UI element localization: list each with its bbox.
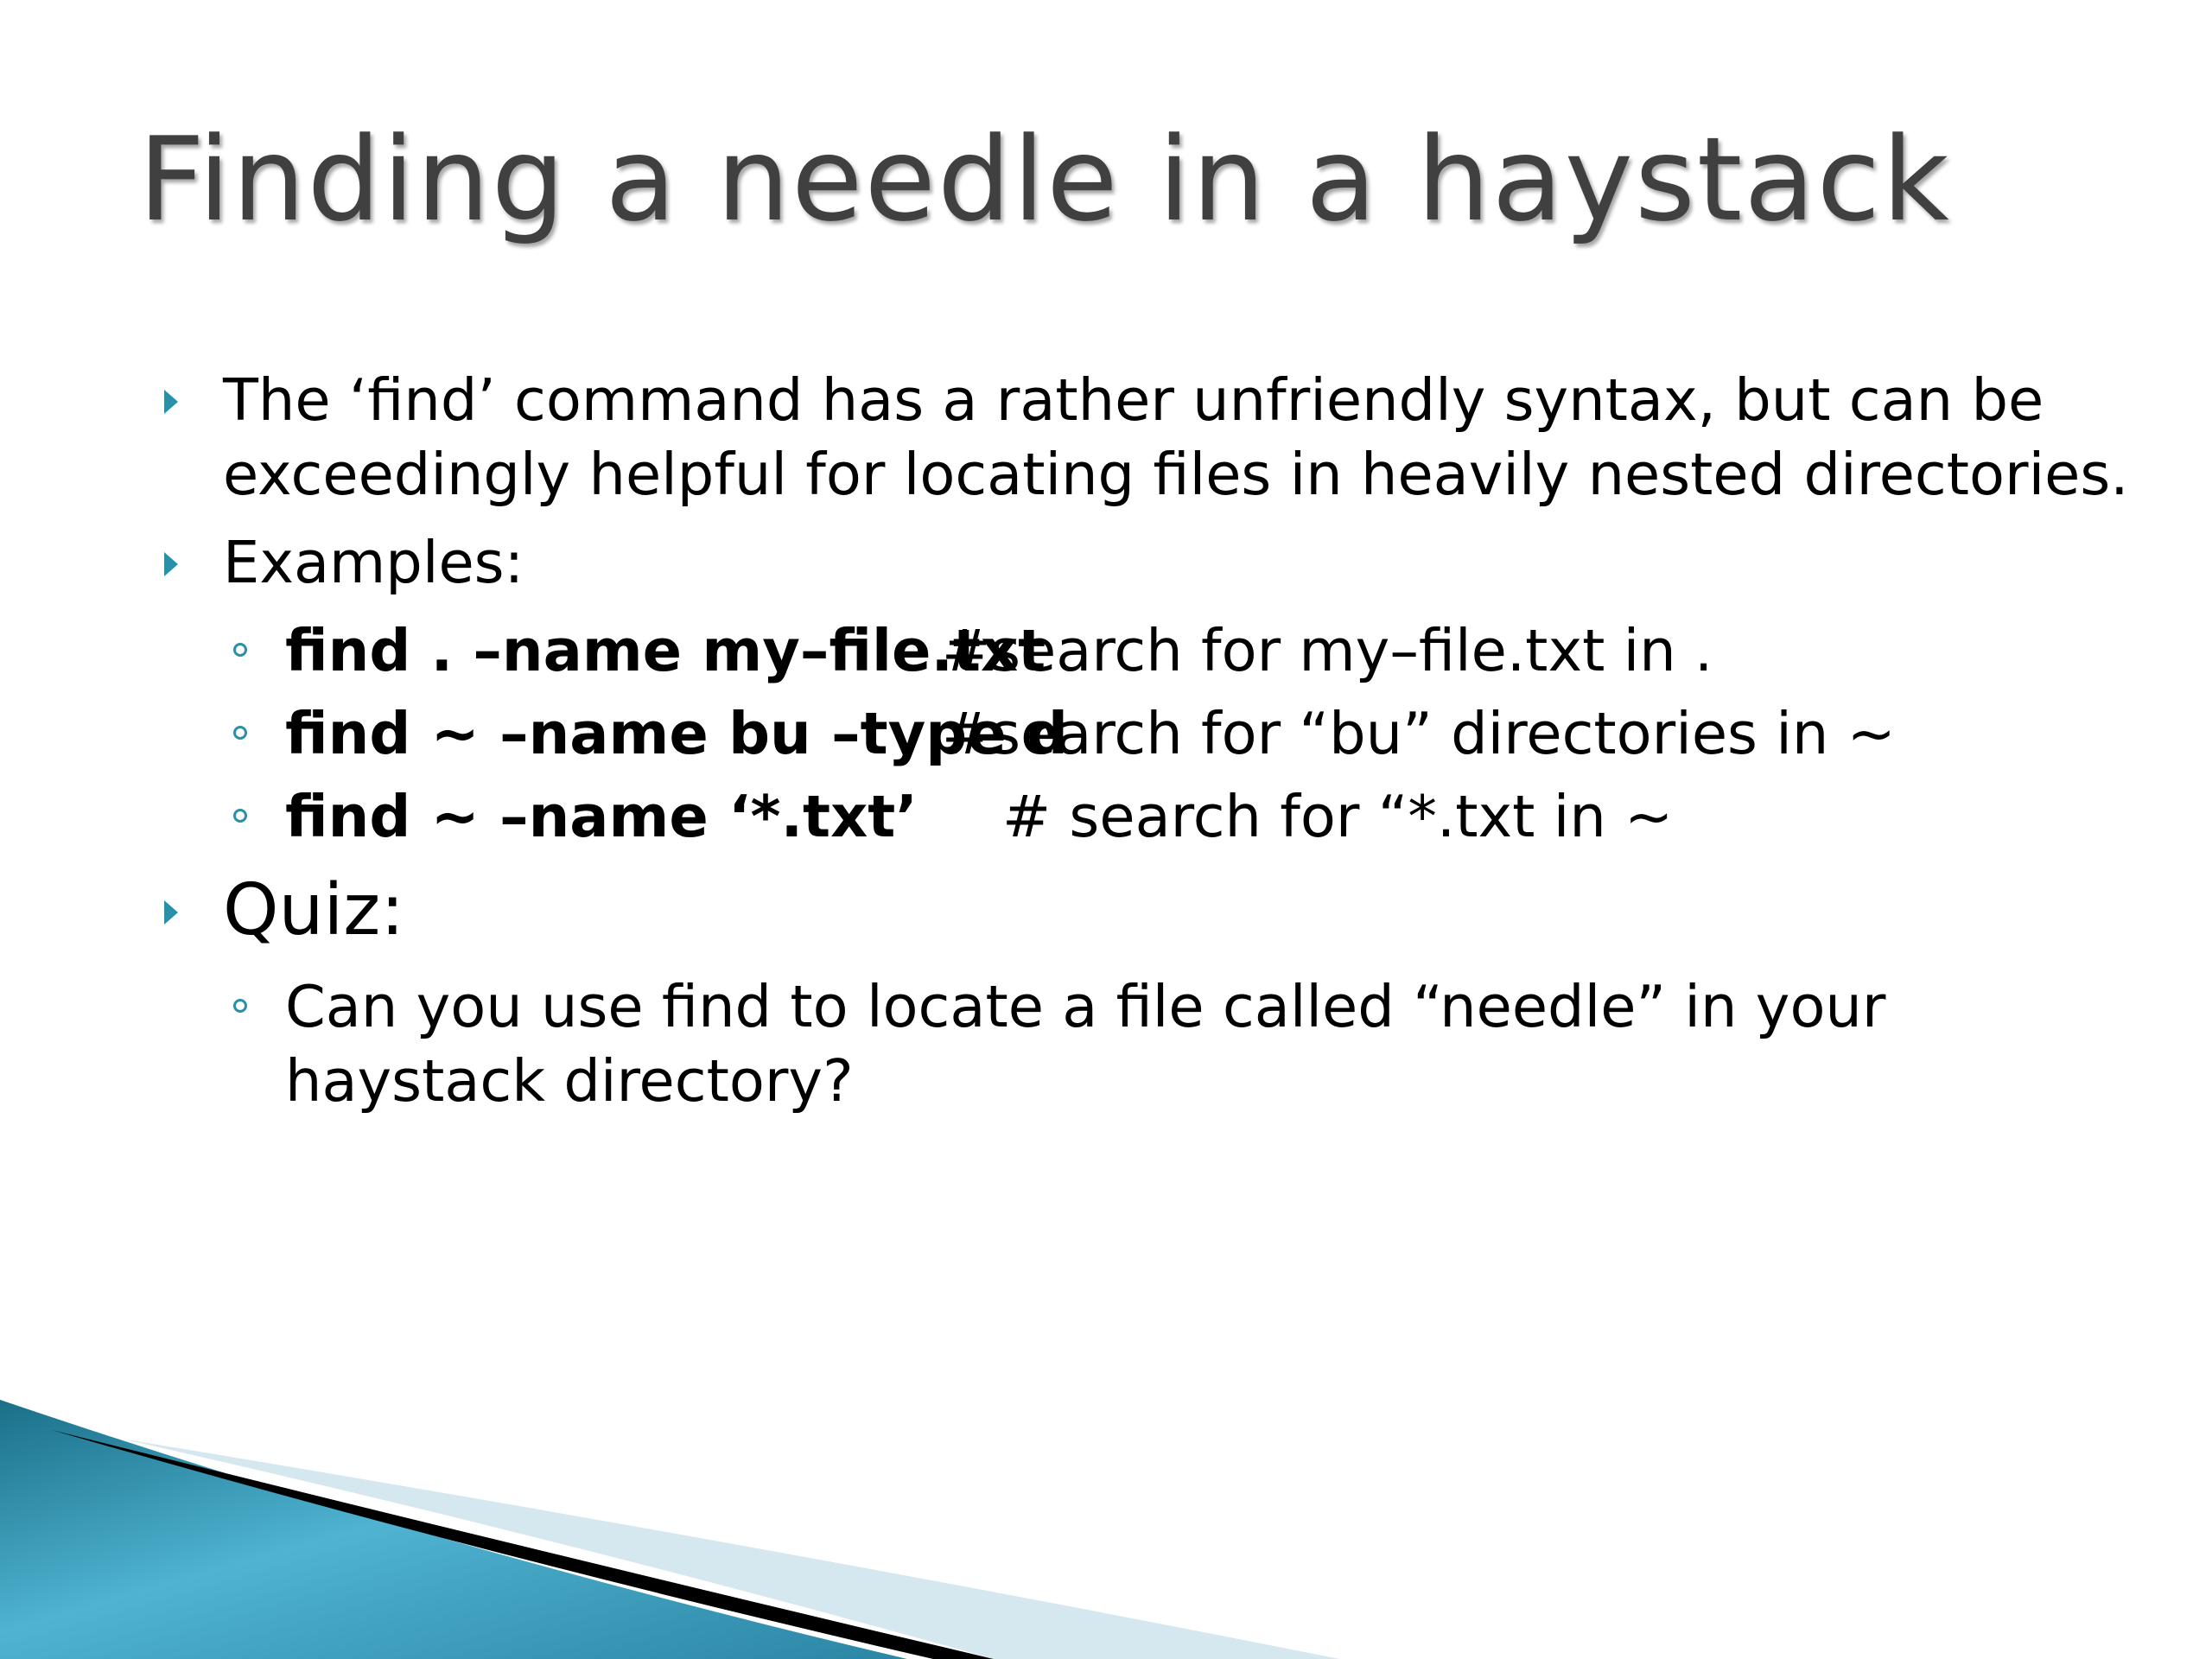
example-command: find ~ –name ‘*.txt’ (285, 783, 918, 850)
quiz-question-text: Can you use find to locate a file called “needle” in your haystack directory? (285, 973, 1886, 1115)
example-comment: #search for my–file.txt in . (942, 617, 1713, 684)
example-command: find . –name my–file.txt (285, 617, 1046, 684)
example-comment: #search for “bu” directories in ~ (942, 700, 1896, 767)
slide-title: Finding a needle in a haystack (138, 112, 1951, 247)
example-command: find ~ –name bu –type d (285, 700, 1068, 767)
bullet-text: Examples: (223, 529, 524, 596)
example-comment: # search for “*.txt in ~ (1002, 783, 1674, 850)
bullet-text: The ‘find’ command has a rather unfriendly syntax, but can be exceedingly helpful for locating files in heavily nested directories. (223, 366, 2129, 508)
bullet-text: Quiz: (223, 869, 404, 951)
